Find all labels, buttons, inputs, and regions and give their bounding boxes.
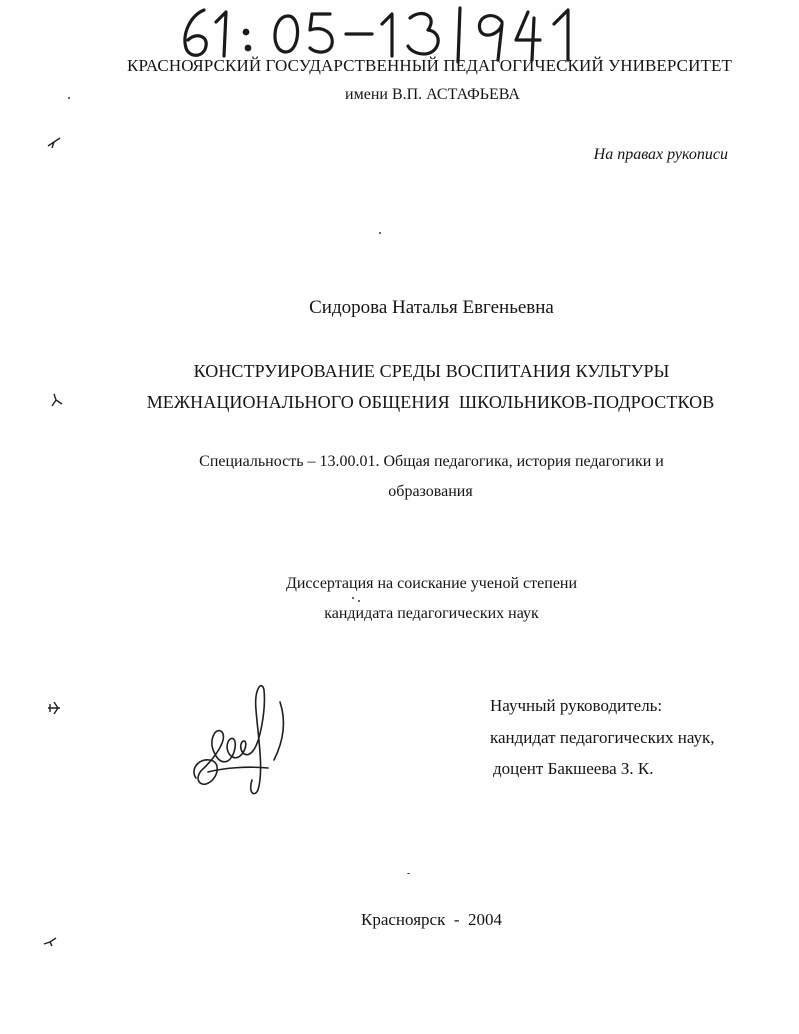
handwritten-signature — [188, 680, 298, 800]
specialty-line-2: образования — [388, 483, 473, 500]
degree-line-1: Диссертация на соискание ученой степени — [285, 575, 578, 592]
supervisor-name: доцент Бакшеева З. К. — [493, 759, 654, 778]
scan-speck — [358, 600, 360, 602]
margin-mark — [42, 934, 60, 950]
supervisor-degree: кандидат педагогических наук, — [490, 728, 715, 747]
margin-mark — [48, 392, 66, 408]
scan-speck — [68, 97, 70, 99]
margin-mark — [46, 700, 64, 716]
specialty-line-1: Специальность – 13.00.01. Общая педагогика, история педагогики и — [199, 453, 664, 470]
margin-mark — [46, 136, 64, 152]
supervisor-label: Научный руководитель: — [490, 696, 663, 715]
degree-line-2: кандидата педагогических наук — [324, 605, 539, 622]
scan-speck — [379, 232, 381, 234]
scan-speck — [352, 597, 354, 599]
dissertation-title-line-1: КОНСТРУИРОВАНИЕ СРЕДЫ ВОСПИТАНИЯ КУЛЬТУРЫ — [193, 361, 670, 381]
university-name: КРАСНОЯРСКИЙ ГОСУДАРСТВЕННЫЙ ПЕДАГОГИЧЕСКИЙ УНИВЕРСИТЕТ — [127, 56, 732, 75]
manuscript-rights-note: На правах рукописи — [593, 146, 728, 163]
university-named-after: имени В.П. АСТАФЬЕВА — [345, 86, 520, 103]
city-year-line — [32, 910, 799, 930]
scan-speck — [407, 873, 410, 874]
dissertation-title-line-2: МЕЖНАЦИОНАЛЬНОГО ОБЩЕНИЯ ШКОЛЬНИКОВ-ПОДРОСТКОВ — [146, 392, 715, 412]
year: 2004 — [468, 910, 502, 929]
city-year-separator: - — [453, 910, 460, 929]
author-name: Сидорова Наталья Евгеньевна — [309, 297, 554, 318]
city-name: Красноярск — [361, 910, 446, 929]
